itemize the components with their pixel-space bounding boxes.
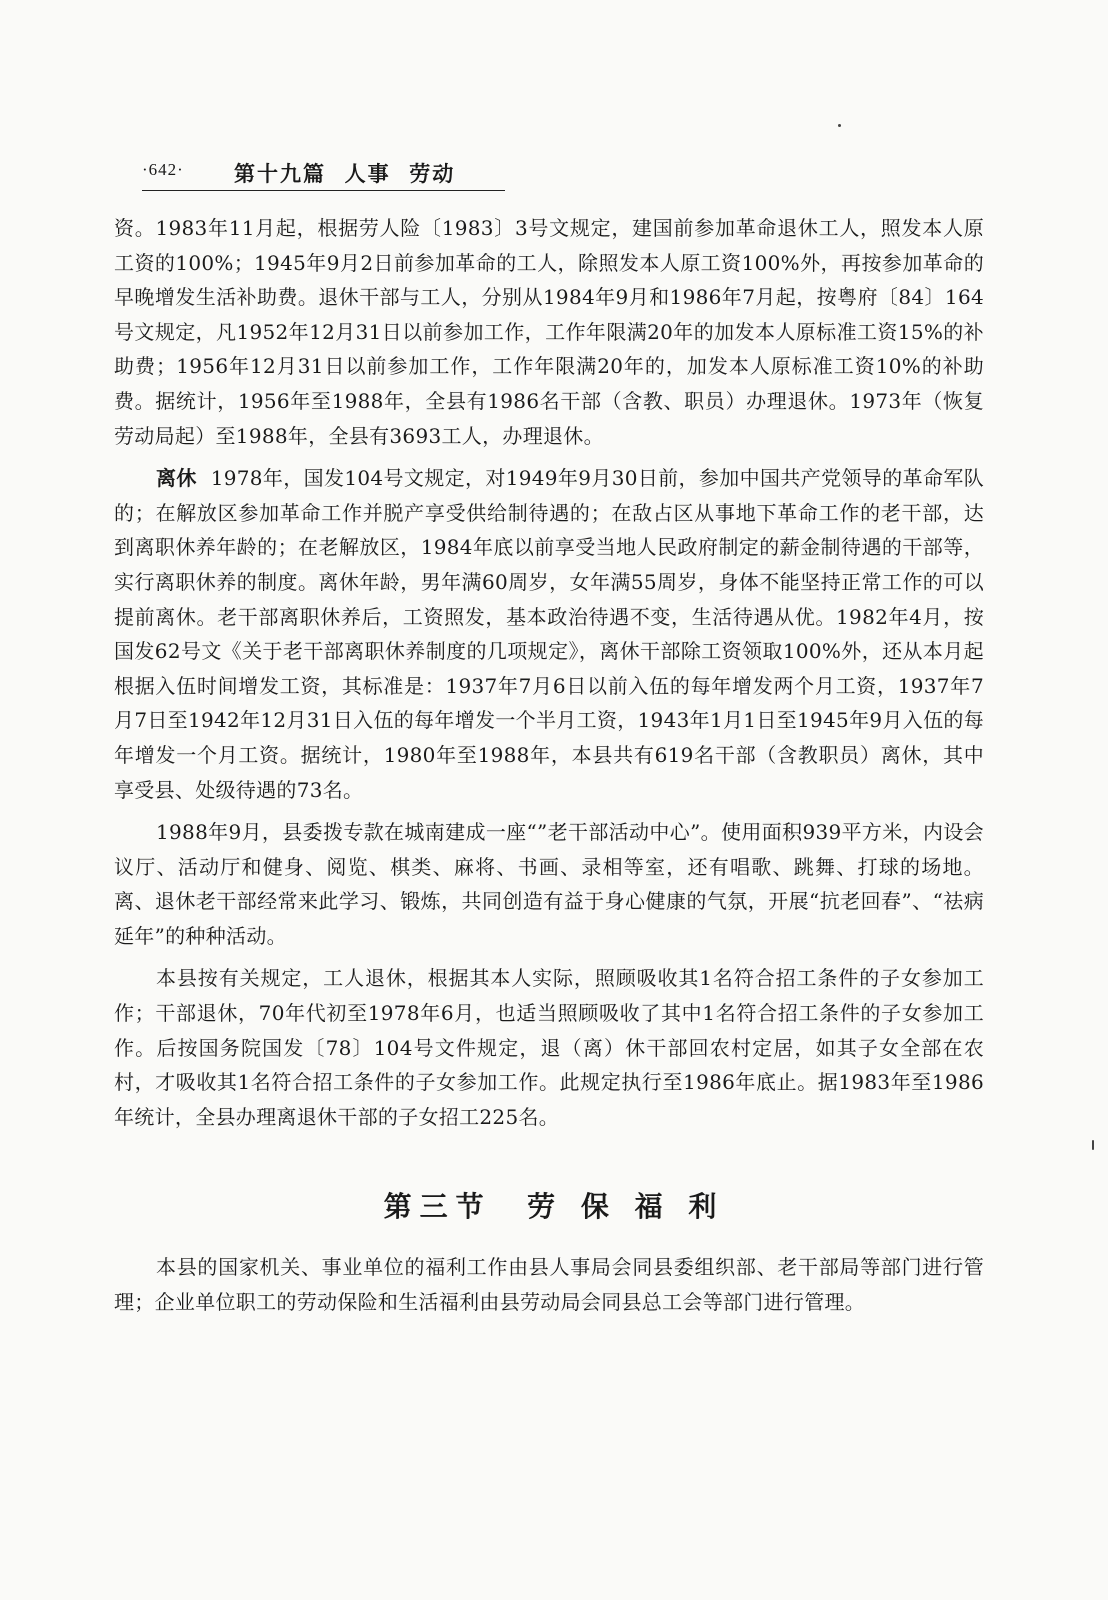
body-text xyxy=(114,211,984,1134)
page-number: ·642· xyxy=(142,160,184,179)
scan-speck xyxy=(838,124,841,127)
paragraph-lixiu xyxy=(114,461,984,807)
section-title: 第三节 劳 保 福 利 xyxy=(383,1190,725,1223)
running-header xyxy=(142,158,505,191)
paragraph-children-employment: 本县按有关规定，工人退休，根据其本人实际，照顾吸收其1名符合招工条件的子女参加工作；干部退休，70年代初至1978年6月，也适当照顾吸收了其中1名符合招工条件的子女参加工作。后按国务院国发〔78〕104号文件规定，退（离）休干部回农村定居，如其子女全部在农村，才吸收其1名符合招工条件的子女参加工作。此规定执行至1986年底止。据1983年至1986年统计，全县办理离退休干部的子女招工225名。 xyxy=(114,966,984,1129)
paragraph-activity-center: 1988年9月，县委拨专款在城南建成一座“”老干部活动中心”。使用面积939平方米，内设会议厅、活动厅和健身、阅览、棋类、麻将、书画、录相等室，还有唱歌、跳舞、打球的场地。离、退休老干部经常来此学习、锻炼，共同创造有益于身心健康的气氛，开展“抗老回春”、“祛病延年”的种种活动。 xyxy=(114,820,984,948)
scan-speck xyxy=(1092,1140,1094,1150)
section-body xyxy=(114,1250,984,1319)
paragraph-lixiu-text: 1978年，国发104号文规定，对1949年9月30日前，参加中国共产党领导的革命军队的；在解放区参加革命工作并脱产享受供给制待遇的；在敌占区从事地下革命工作的老干部，达到离职休养年龄的；在老解放区，1984年底以前享受当地人民政府制定的薪金制待遇的干部等，实行离职休养的制度。离休年龄，男年满60周岁，女年满55周岁，身体不能坚持正常工作的可以提前离休。老干部离职休养后，工资照发，基本政治待遇不变，生活待遇从优。1982年4月，按国发62号文《关于老干部离职休养制度的几项规定》，离休干部除工资领取100%外，还从本月起根据入伍时间增发工资，其标准是：1937年7月6日以前入伍的每年增发两个月工资，1937年7月7日至1942年12月31日入伍的每年增发一个半月工资，1943年1月1日至1945年9月入伍的每年增发一个月工资。据统计，1980年至1988年，本县共有619名干部（含教职员）离休，其中享受县、处级待遇的73名。 xyxy=(114,466,984,802)
paragraph-retirement-continued: 资。1983年11月起，根据劳人险〔1983〕3号文规定，建国前参加革命退休工人，照发本人原工资的100%；1945年9月2日前参加革命的工人，除照发本人原工资100%外，再按参加革命的早晚增发生活补助费。退休干部与工人，分别从1984年9月和1986年7月起，按粤府〔84〕164号文规定，凡1952年12月31日以前参加工作，工作年限满20年的加发本人原标准工资15%的补助费；1956年12月31日以前参加工作，工作年限满20年的，加发本人原标准工资10%的补助费。据统计，1956年至1988年，全县有1986名干部（含教、职员）办理退休。1973年（恢复劳动局起）至1988年，全县有3693工人，办理退休。 xyxy=(114,216,984,448)
section-paragraph: 本县的国家机关、事业单位的福利工作由县人事局会同县委组织部、老干部局等部门进行管理；企业单位职工的劳动保险和生活福利由县劳动局会同县总工会等部门进行管理。 xyxy=(114,1255,984,1314)
paragraph-lead-term: 离休 xyxy=(156,466,197,491)
chapter-title: 第十九篇 人事 劳动 xyxy=(234,162,456,186)
